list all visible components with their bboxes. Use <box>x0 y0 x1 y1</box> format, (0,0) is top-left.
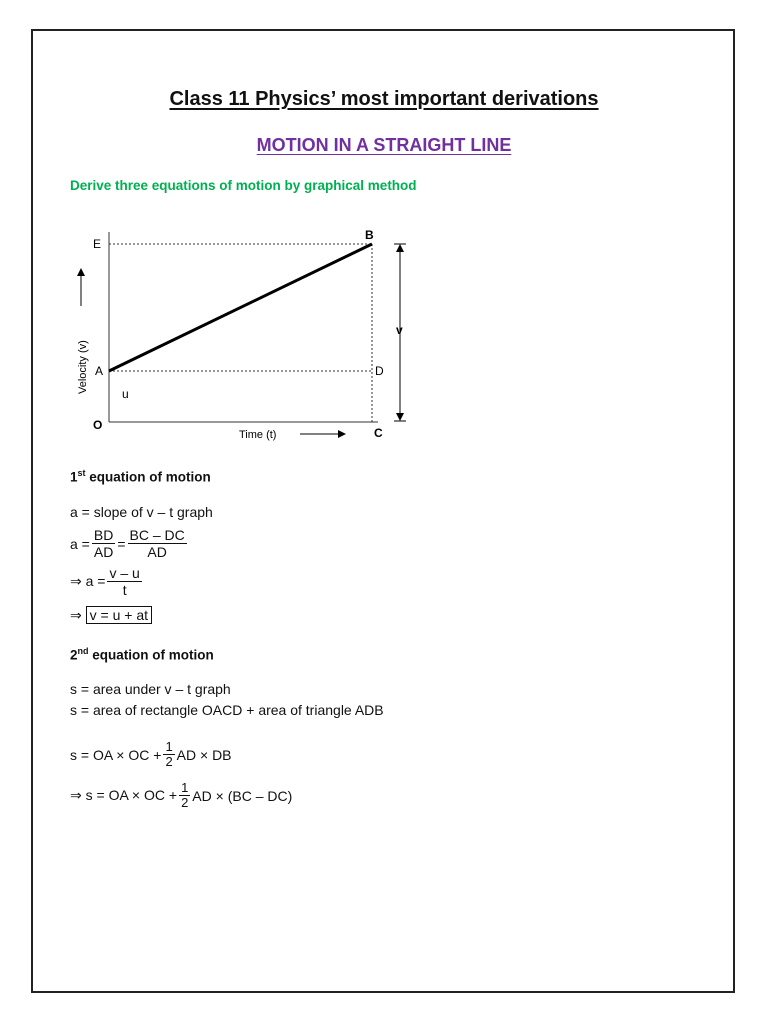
v-arrow-head-bottom <box>396 413 404 421</box>
eq2-line4: ⇒ s = OA × OC + $\frac{1}{2}$ AD × (BC – DC) <box>70 780 293 810</box>
u-label: u <box>122 387 129 401</box>
point-a-label: A <box>95 364 104 378</box>
velocity-line <box>109 244 372 371</box>
eq1-line1: a = slope of v – t graph <box>70 504 213 520</box>
eq2-heading: 2nd equation of motion <box>70 646 214 663</box>
point-b-label: B <box>365 228 374 242</box>
point-o-label: O <box>93 418 103 432</box>
page-title: Class 11 Physics’ most important derivations <box>169 88 599 110</box>
v-arrow-head-top <box>396 244 404 252</box>
point-d-label: D <box>375 364 384 378</box>
eq2-line3: s = OA × OC + $\frac{1}{2}$ AD × DB <box>70 739 232 769</box>
chapter-title: MOTION IN A STRAIGHT LINE <box>256 135 512 155</box>
eq1-line2-lhs: a = <box>70 535 90 552</box>
eq1-line3: ⇒ a = $\frac{v - u}{t}$ <box>70 565 140 598</box>
velocity-time-graph <box>68 212 428 447</box>
eq1-line4: ⇒ v = u + at <box>70 607 152 624</box>
point-c-label: C <box>374 426 383 440</box>
eq2-line2: s = area of rectangle OACD + area of triangle ADB <box>70 702 384 718</box>
x-axis-label: Time (t) <box>239 429 277 441</box>
y-axis-label: Velocity (v) <box>77 340 89 394</box>
question-text: Derive three equations of motion by graphical method <box>70 178 417 193</box>
eq2-line1: s = area under v – t graph <box>70 681 231 697</box>
eq1-heading: 1st equation of motion <box>70 468 211 485</box>
fraction-half-2: $\frac{1}{2}$ <box>181 780 189 810</box>
fraction-v-u-t: $\frac{v - u}{t}$ <box>109 565 140 598</box>
x-label-arrow-head <box>338 430 346 438</box>
fraction-bd-ad: $\frac{BD}{AD}$ <box>93 527 114 560</box>
y-label-arrow-head <box>77 268 85 276</box>
first-equation-result: v = u + at <box>86 606 152 624</box>
v-label: v <box>396 323 403 337</box>
point-e-label: E <box>93 237 102 251</box>
fraction-half: $\frac{1}{2}$ <box>165 739 173 769</box>
fraction-bc-dc-ad: $\frac{BC - DC}{AD}$ <box>129 527 185 560</box>
eq1-line2: a = $\frac{BD}{AD}$ = $\frac{BC - DC}{AD}$ <box>70 527 185 560</box>
